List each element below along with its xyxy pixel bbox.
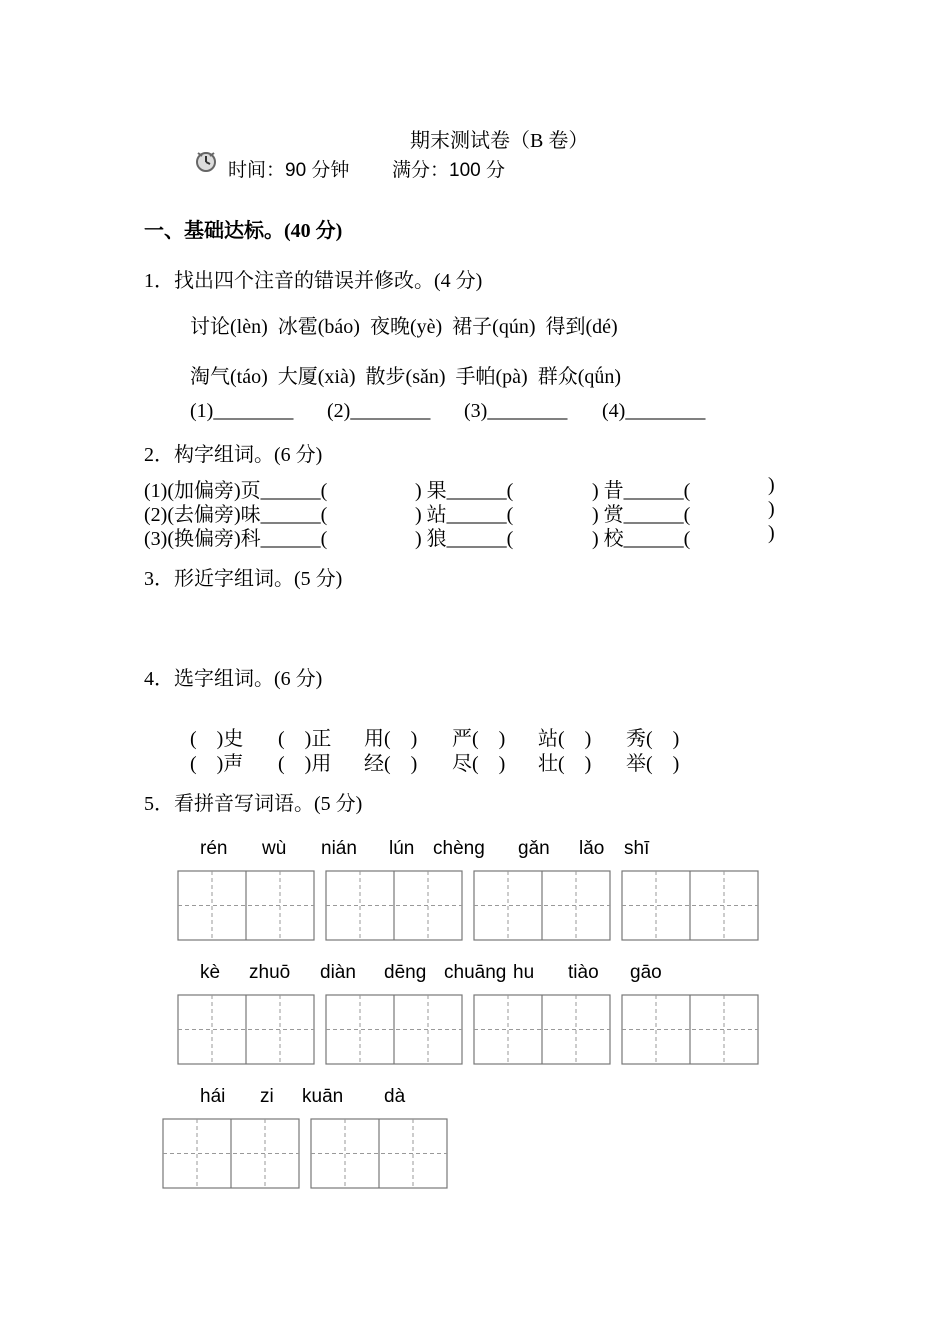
q4-item: ( )声 <box>190 753 244 775</box>
pinyin: lǎo <box>579 838 605 859</box>
pinyin: diàn <box>320 962 356 983</box>
q1-item: 淘气(táo) <box>190 366 268 388</box>
writing-grid[interactable] <box>177 870 315 941</box>
q2-part: ) 站______( <box>415 504 514 526</box>
q2-part: ) <box>768 498 775 520</box>
pinyin: gǎn <box>518 838 550 859</box>
q1-item: 大厦(xià) <box>277 366 356 388</box>
q1-answer-4[interactable]: (4)________ <box>602 400 706 422</box>
q1-item: 冰雹(báo) <box>277 316 360 338</box>
exam-time: 时间：90 分钟 <box>228 160 350 181</box>
q2-part: ) 校______( <box>592 528 691 550</box>
q4-item: 站( ) <box>538 728 592 750</box>
pinyin: hái <box>200 1086 226 1107</box>
q2-part: (3)(换偏旁)科______( <box>144 528 328 550</box>
q1-item: 讨论(lèn) <box>190 316 268 338</box>
pinyin: lún <box>389 838 415 859</box>
q2-part: ) 赏______( <box>592 504 691 526</box>
pinyin: dēng <box>384 962 427 983</box>
pinyin: chuāng <box>444 962 507 983</box>
q1-item: 散步(sǎn) <box>365 366 446 388</box>
writing-grid[interactable] <box>177 994 315 1065</box>
q2-part: ) <box>768 522 775 544</box>
q2-part: ) 狼______( <box>415 528 514 550</box>
section-heading: 一、基础达标。(40 分) <box>144 220 343 242</box>
q4-item: ( )史 <box>190 728 244 750</box>
q4-item: 严( ) <box>452 728 506 750</box>
pinyin: chèng <box>433 838 485 859</box>
exam-full-score: 满分：100 分 <box>392 160 505 181</box>
q1-answer-1[interactable]: (1)________ <box>190 400 294 422</box>
pinyin: kuān <box>302 1086 344 1107</box>
q1-item: 夜晚(yè) <box>369 316 443 338</box>
q4-row-2 <box>190 747 679 776</box>
question-2-label: 2．构字组词。(6 分) <box>144 444 323 466</box>
q4-item: 经( ) <box>364 753 418 775</box>
writing-grid[interactable] <box>473 870 611 941</box>
q2-row-3 <box>144 522 327 551</box>
pinyin: tiào <box>568 962 599 983</box>
question-4-label: 4．选字组词。(6 分) <box>144 668 323 690</box>
writing-grid[interactable] <box>325 870 463 941</box>
pinyin: zi <box>260 1086 274 1107</box>
pinyin: hu <box>513 962 535 983</box>
pinyin: nián <box>321 838 357 859</box>
writing-grid[interactable] <box>310 1118 448 1189</box>
q1-item: 手帕(pà) <box>455 366 528 388</box>
q4-item: 举( ) <box>626 753 680 775</box>
writing-grid[interactable] <box>621 870 759 941</box>
q2-part: ) 果______( <box>415 480 514 502</box>
q4-item: ( )用 <box>278 753 332 775</box>
question-1-label: 1．找出四个注音的错误并修改。(4 分) <box>144 270 483 292</box>
pinyin: zhuō <box>249 962 291 983</box>
pinyin: rén <box>200 838 228 859</box>
q4-item: 用( ) <box>364 728 418 750</box>
q4-item: 秀( ) <box>626 728 680 750</box>
q4-item: 壮( ) <box>538 753 592 775</box>
pinyin: gāo <box>630 962 662 983</box>
pinyin: dà <box>384 1086 406 1107</box>
page-title: 期末测试卷（B 卷） <box>410 130 589 152</box>
q1-row-1 <box>190 310 618 339</box>
clock-icon <box>193 148 219 174</box>
q1-answer-2[interactable]: (2)________ <box>327 400 431 422</box>
q1-answer-3[interactable]: (3)________ <box>464 400 568 422</box>
q1-row-2 <box>190 360 621 389</box>
q2-part: (1)(加偏旁)页______( <box>144 480 328 502</box>
q2-part: (2)(去偏旁)味______( <box>144 504 328 526</box>
q1-item: 得到(dé) <box>545 316 618 338</box>
q4-item: 尽( ) <box>452 753 506 775</box>
question-5-label: 5．看拼音写词语。(5 分) <box>144 793 363 815</box>
q1-item: 裙子(qún) <box>452 316 536 338</box>
q1-item: 群众(qǘn) <box>537 366 622 388</box>
q2-part: ) 昔______( <box>592 480 691 502</box>
writing-grid[interactable] <box>325 994 463 1065</box>
pinyin: kè <box>200 962 221 983</box>
writing-grid[interactable] <box>621 994 759 1065</box>
pinyin: wù <box>262 838 287 859</box>
question-3-label: 3．形近字组词。(5 分) <box>144 568 343 590</box>
q2-part: ) <box>768 474 775 496</box>
writing-grid[interactable] <box>473 994 611 1065</box>
q4-item: ( )正 <box>278 728 332 750</box>
pinyin: shī <box>624 838 650 859</box>
writing-grid[interactable] <box>162 1118 300 1189</box>
